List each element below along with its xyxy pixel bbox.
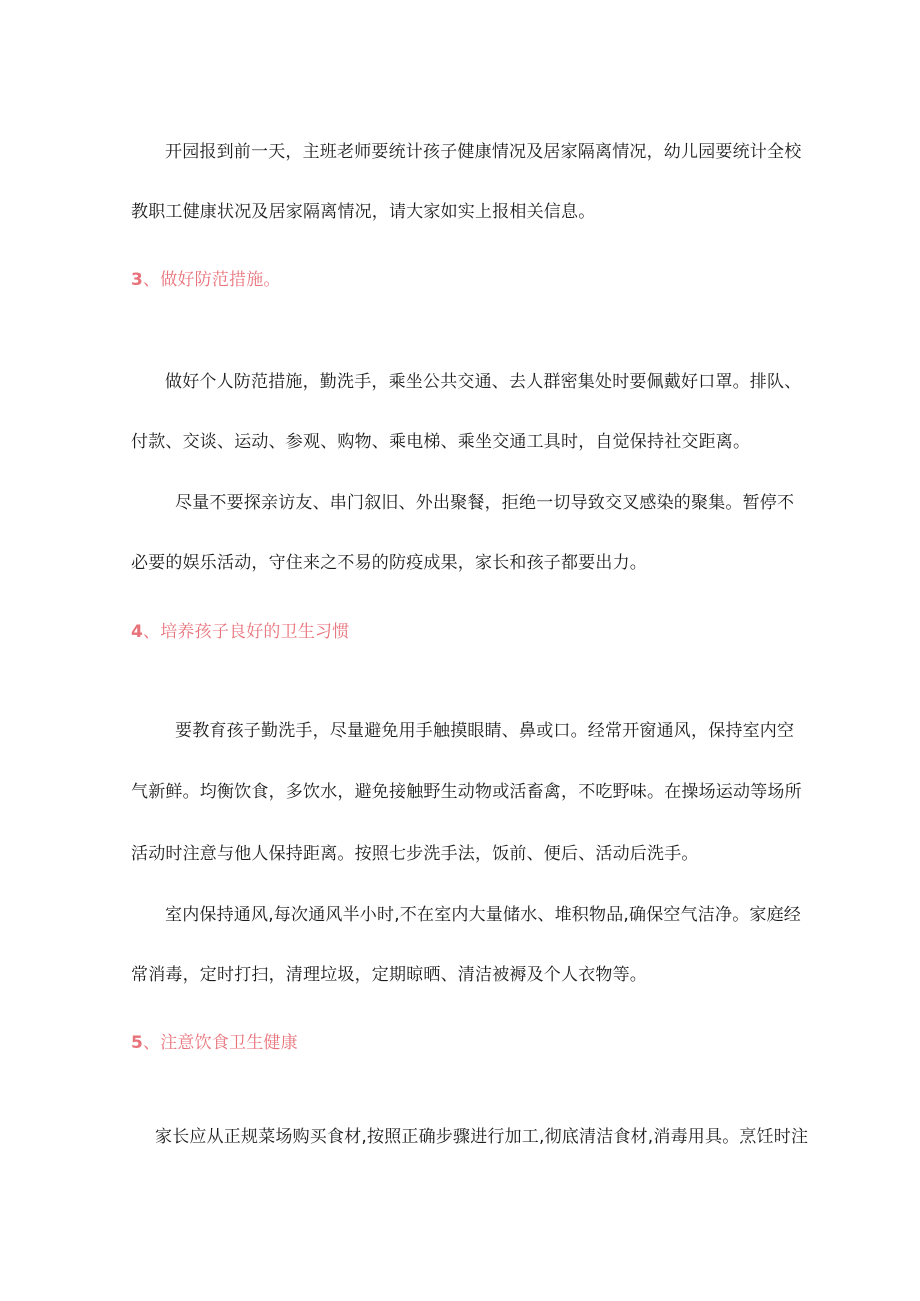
paragraph-3-line-1: 尽量不要探亲访友、串门叙旧、外出聚餐，拒绝一切导致交叉感染的聚集。暂停不 (175, 493, 795, 513)
paragraph-2-line-2: 付款、交谈、运动、参观、购物、乘电梯、乘坐交通工具时，自觉保持社交距离。 (131, 432, 751, 452)
paragraph-3-line-2: 必要的娱乐活动，守住来之不易的防疫成果，家长和孩子都要出力。 (131, 553, 647, 573)
paragraph-2-line-1: 做好个人防范措施，勤洗手，乘坐公共交通、去人群密集处时要佩戴好口罩。排队、 (165, 372, 802, 392)
paragraph-5-line-2: 常消毒，定时打扫，清理垃圾，定期晾晒、清洁被褥及个人衣物等。 (131, 965, 647, 985)
paragraph-4-line-3: 活动时注意与他人保持距离。按照七步洗手法，饭前、便后、活动后洗手。 (131, 844, 699, 864)
section-4-title: 、培养孩子良好的卫生习惯 (143, 622, 350, 642)
paragraph-5-line-1: 室内保持通风,每次通风半小时,不在室内大量储水、堆积物品,确保空气洁净。家庭经 (165, 905, 802, 925)
section-4-number: 4 (131, 622, 144, 642)
section-3-heading (131, 268, 281, 292)
section-3-title: 、做好防范措施。 (143, 270, 281, 290)
section-3-number: 3 (131, 270, 144, 290)
section-5-number: 5 (131, 1033, 144, 1053)
paragraph-4-line-2: 气新鲜。均衡饮食，多饮水，避免接触野生动物或活畜禽，不吃野味。在操场运动等场所 (131, 782, 802, 802)
paragraph-1-line-1: 开园报到前一天，主班老师要统计孩子健康情况及居家隔离情况，幼儿园要统计全校 (165, 142, 802, 162)
paragraph-1-line-2: 教职工健康状况及居家隔离情况，请大家如实上报相关信息。 (131, 202, 596, 222)
paragraph-4-line-1: 要教育孩子勤洗手，尽量避免用手触摸眼睛、鼻或口。经常开窗通风，保持室内空 (175, 721, 795, 741)
paragraph-6-line-1: 家长应从正规菜场购买食材,按照正确步骤进行加工,彻底清洁食材,消毒用具。烹饪时注 (155, 1127, 809, 1147)
section-5-heading (131, 1031, 298, 1055)
section-4-heading (131, 620, 349, 644)
section-5-title: 、注意饮食卫生健康 (143, 1033, 298, 1053)
